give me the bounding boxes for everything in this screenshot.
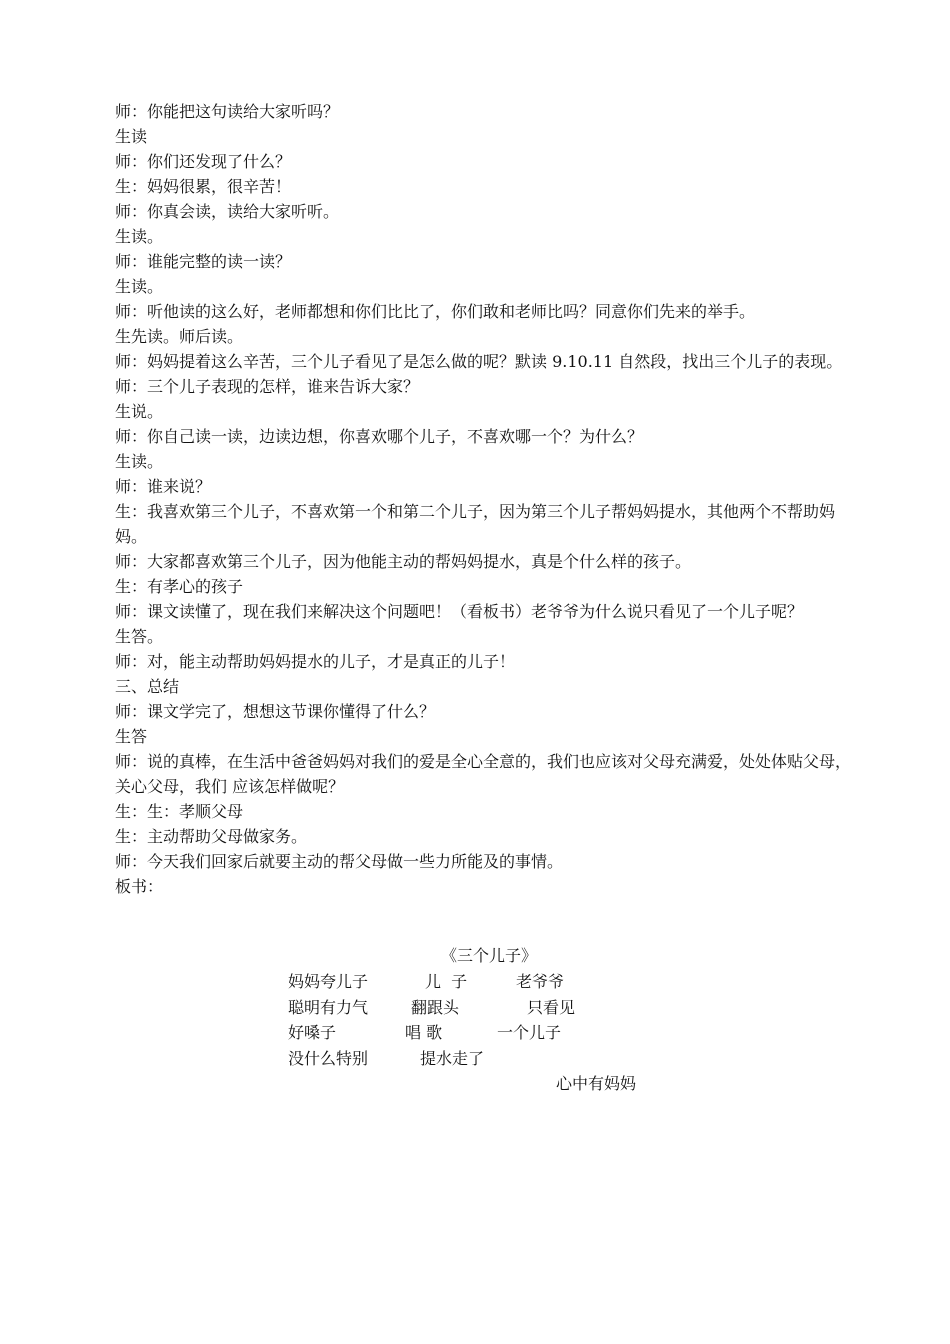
blackboard-cell: 好嗓子: [288, 1023, 337, 1042]
transcript-line: 师：谁来说？: [115, 477, 212, 496]
transcript-line: 生读。: [115, 277, 164, 296]
transcript-line: 生：妈妈很累，很辛苦！: [115, 177, 292, 196]
transcript-line: 师：谁能完整的读一读？: [115, 252, 292, 271]
blackboard-cell: 儿 子: [425, 972, 468, 991]
lesson-transcript: [115, 99, 865, 899]
section-heading: 三、总结: [115, 677, 180, 696]
transcript-line: 生读。: [115, 452, 164, 471]
transcript-line: 师：今天我们回家后就要主动的帮父母做一些力所能及的事情。: [115, 852, 564, 871]
transcript-line: 师：你真会读，读给大家听听。: [115, 202, 340, 221]
transcript-line: 生：有孝心的孩子: [115, 577, 244, 596]
transcript-line: 生说。: [115, 402, 164, 421]
blackboard-footer: 心中有妈妈: [556, 1074, 637, 1093]
transcript-line: 生答。: [115, 627, 164, 646]
blackboard-cell: 一个儿子: [497, 1023, 562, 1042]
transcript-line: 生读。: [115, 227, 164, 246]
blackboard-cell: 老爷爷: [516, 972, 565, 991]
transcript-line: 生：主动帮助父母做家务。: [115, 827, 308, 846]
transcript-line: 师：你们还发现了什么？: [115, 152, 292, 171]
transcript-line: 师：妈妈提着这么辛苦，三个儿子看见了是怎么做的呢？默读 9.10.11 自然段，找出三个儿子的表现。: [115, 352, 843, 371]
transcript-line: 生：我喜欢第三个儿子，不喜欢第一个和第二个儿子，因为第三个儿子帮妈妈提水，其他两个不帮助妈妈。: [115, 502, 836, 546]
transcript-line: 师：听他读的这么好，老师都想和你们比比了，你们敢和老师比吗？同意你们先来的举手。: [115, 302, 756, 321]
transcript-line: 师：课文学完了，想想这节课你懂得了什么？: [115, 702, 436, 721]
blackboard-cell: 翻跟头: [411, 998, 460, 1017]
transcript-line: 师：你能把这句读给大家听吗？: [115, 102, 340, 121]
blackboard-cell: 唱 歌: [405, 1023, 443, 1042]
transcript-line: 师：三个儿子表现的怎样，谁来告诉大家？: [115, 377, 420, 396]
transcript-line: 生先读。师后读。: [115, 327, 244, 346]
transcript-line: 师：说的真棒，在生活中爸爸妈妈对我们的爱是全心全意的，我们也应该对父母充满爱，处处体贴父母，关心父母，我们 应该怎样做呢？: [115, 752, 852, 796]
blackboard-cell: 没什么特别: [288, 1049, 369, 1068]
transcript-line: 生答: [115, 727, 148, 746]
blackboard-cell: 妈妈夸儿子: [288, 972, 369, 991]
transcript-line: 师：你自己读一读，边读边想，你喜欢哪个儿子，不喜欢哪一个？为什么？: [115, 427, 644, 446]
blackboard-cell: 聪明有力气: [288, 998, 369, 1017]
blackboard-cell: 提水走了: [420, 1049, 485, 1068]
transcript-line: 生：生：孝顺父母: [115, 802, 244, 821]
transcript-line: 生读: [115, 127, 148, 146]
blackboard-cell: 只看见: [527, 998, 576, 1017]
blackboard-label: 板书：: [115, 877, 164, 896]
blackboard-title: 《三个儿子》: [441, 946, 538, 965]
transcript-line: 师：对，能主动帮助妈妈提水的儿子，才是真正的儿子！: [115, 652, 516, 671]
transcript-line: 师：大家都喜欢第三个儿子，因为他能主动的帮妈妈提水，真是个什么样的孩子。: [115, 552, 692, 571]
transcript-line: 师：课文读懂了，现在我们来解决这个问题吧！（看板书）老爷爷为什么说只看见了一个儿子呢？: [115, 602, 804, 621]
